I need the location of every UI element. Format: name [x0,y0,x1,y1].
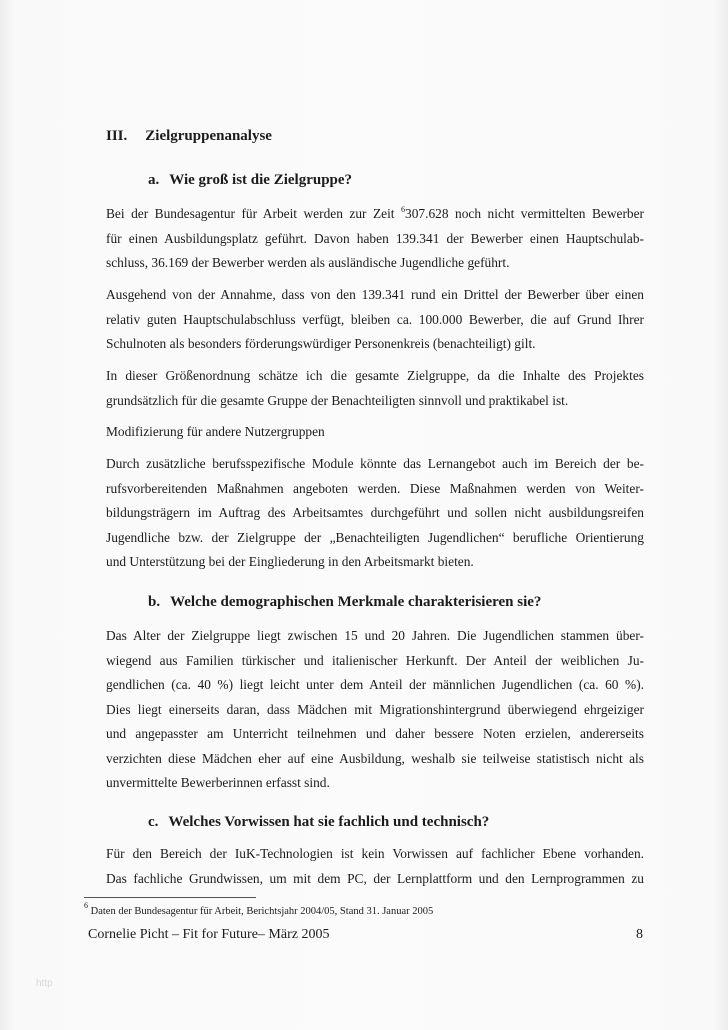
paragraph-line: Modifizierung für andere Nutzergruppen [106,424,325,439]
paragraph-line: rufsvorbereitenden Maßnahmen angeboten werden. Diese Maßnahmen werden von Weiter- [106,480,644,496]
paragraph-3 [106,364,644,413]
paragraph-line: In dieser Größenordnung schätze ich die gesamte Zielgruppe, da die Inhalte des Projektes [106,368,644,383]
paragraph-line: gendlichen (ca. 40 %) liegt leicht unter dem Anteil der männlichen Jugendlichen (ca. 60 %). [106,677,644,692]
subheading-a-title: Wie groß ist die Zielgruppe? [169,172,353,188]
paragraph-line: relativ guten Hauptschulabschluss verfügt, bleiben ca. 100.000 Bewerber, die auf Grund Ihrer [106,311,644,327]
paragraph-5 [106,452,644,575]
paragraph-6 [106,624,644,796]
subheading-b [148,594,541,611]
paragraph-line: Das fachliche Grundwissen, um mit dem PC, der Lernplattform und den Lernprogrammen zu [106,870,644,886]
paragraph-line: verzichten diese Mädchen eher auf eine Ausbildung, weshalb sie teilweise statistisch nicht als [106,750,644,766]
paragraph-line: wiegend aus Familien türkischer und italienischer Herkunft. Der Anteil der weiblichen Ju- [106,652,644,668]
section-heading [106,128,272,145]
subheading-c [148,814,489,831]
paragraph-line [106,202,644,227]
paragraph-line: bildungsträgern im Auftrag des Arbeitsamtes durchgeführt und sollen nicht ausbildungsreifen [106,505,644,520]
subheading-a [148,172,352,189]
paragraph-line: und angepasster am Unterricht teilnehmen und daher bessere Noten erzielen, andererseits [106,726,644,741]
paragraph-7 [106,842,644,891]
footnote-mark: 6 [84,901,88,910]
paragraph-2 [106,283,644,357]
paragraph-line: Dies liegt einerseits daran, dass Mädchen mit Migrationshintergrund überwiegend ehrgeiziger [106,701,644,717]
section-title: Zielgruppenanalyse [145,128,272,144]
paragraph-line: unvermittelte Bewerberinnen erfasst sind. [106,775,330,790]
text-run: 307.628 noch nicht vermittelten Bewerber [405,206,644,221]
subheading-b-letter: b. [148,594,161,610]
footnote-text: Daten der Bundesagentur für Arbeit, Berichtsjahr 2004/05, Stand 31. Januar 2005 [90,906,434,917]
subheading-b-title: Welche demographischen Merkmale charakterisieren sie? [170,594,542,610]
paragraph-line: Jugendliche bzw. der Zielgruppe der „Benachteiligten Jugendlichen“ berufliche Orientierung [106,529,644,545]
watermark: http [36,978,53,989]
paragraph-line: schluss, 36.169 der Bewerber werden als ausländische Jugendliche geführt. [106,255,510,270]
footnote [84,901,434,919]
paragraph-line: und Unterstützung bei der Eingliederung in den Arbeitsmarkt bieten. [106,554,474,569]
subheading-a-letter: a. [148,172,160,188]
subheading-c-title: Welches Vorwissen hat sie fachlich und technisch? [168,814,490,830]
subheading-c-letter: c. [148,814,159,830]
paragraph-line: für einen Ausbildungsplatz geführt. Davon haben 139.341 der Bewerber einen Hauptschulab- [106,230,644,246]
section-number: III. [106,128,128,144]
paragraph-line: Für den Bereich der IuK-Technologien ist kein Vorwissen auf fachlicher Ebene vorhanden. [106,846,644,861]
paragraph-line: Das Alter der Zielgruppe liegt zwischen 15 und 20 Jahren. Die Jugendlichen stammen über- [106,628,644,643]
footer-author-line: Cornelie Picht – Fit for Future– März 2005 [88,927,330,942]
footnote-divider [84,897,256,898]
paragraph-line: grundsätzlich für die gesamte Gruppe der Benachteiligten sinnvoll und praktikabel ist. [106,392,569,408]
paragraph-1 [106,202,644,276]
paragraph-line: Durch zusätzliche berufsspezifische Module könnte das Lernangebot auch im Bereich der be- [106,456,644,471]
page-number: 8 [636,927,643,942]
paragraph-line: Schulnoten als besonders förderungswürdiger Personenkreis (benachteiligt) gilt. [106,336,536,351]
paragraph-line: Ausgehend von der Annahme, dass von den 139.341 rund ein Drittel der Bewerber über einen [106,287,644,302]
paragraph-4 [106,420,644,445]
footnote-reference: 6 [401,205,406,214]
text-run: Bei der Bundesagentur für Arbeit werden zur Zeit [106,206,402,221]
